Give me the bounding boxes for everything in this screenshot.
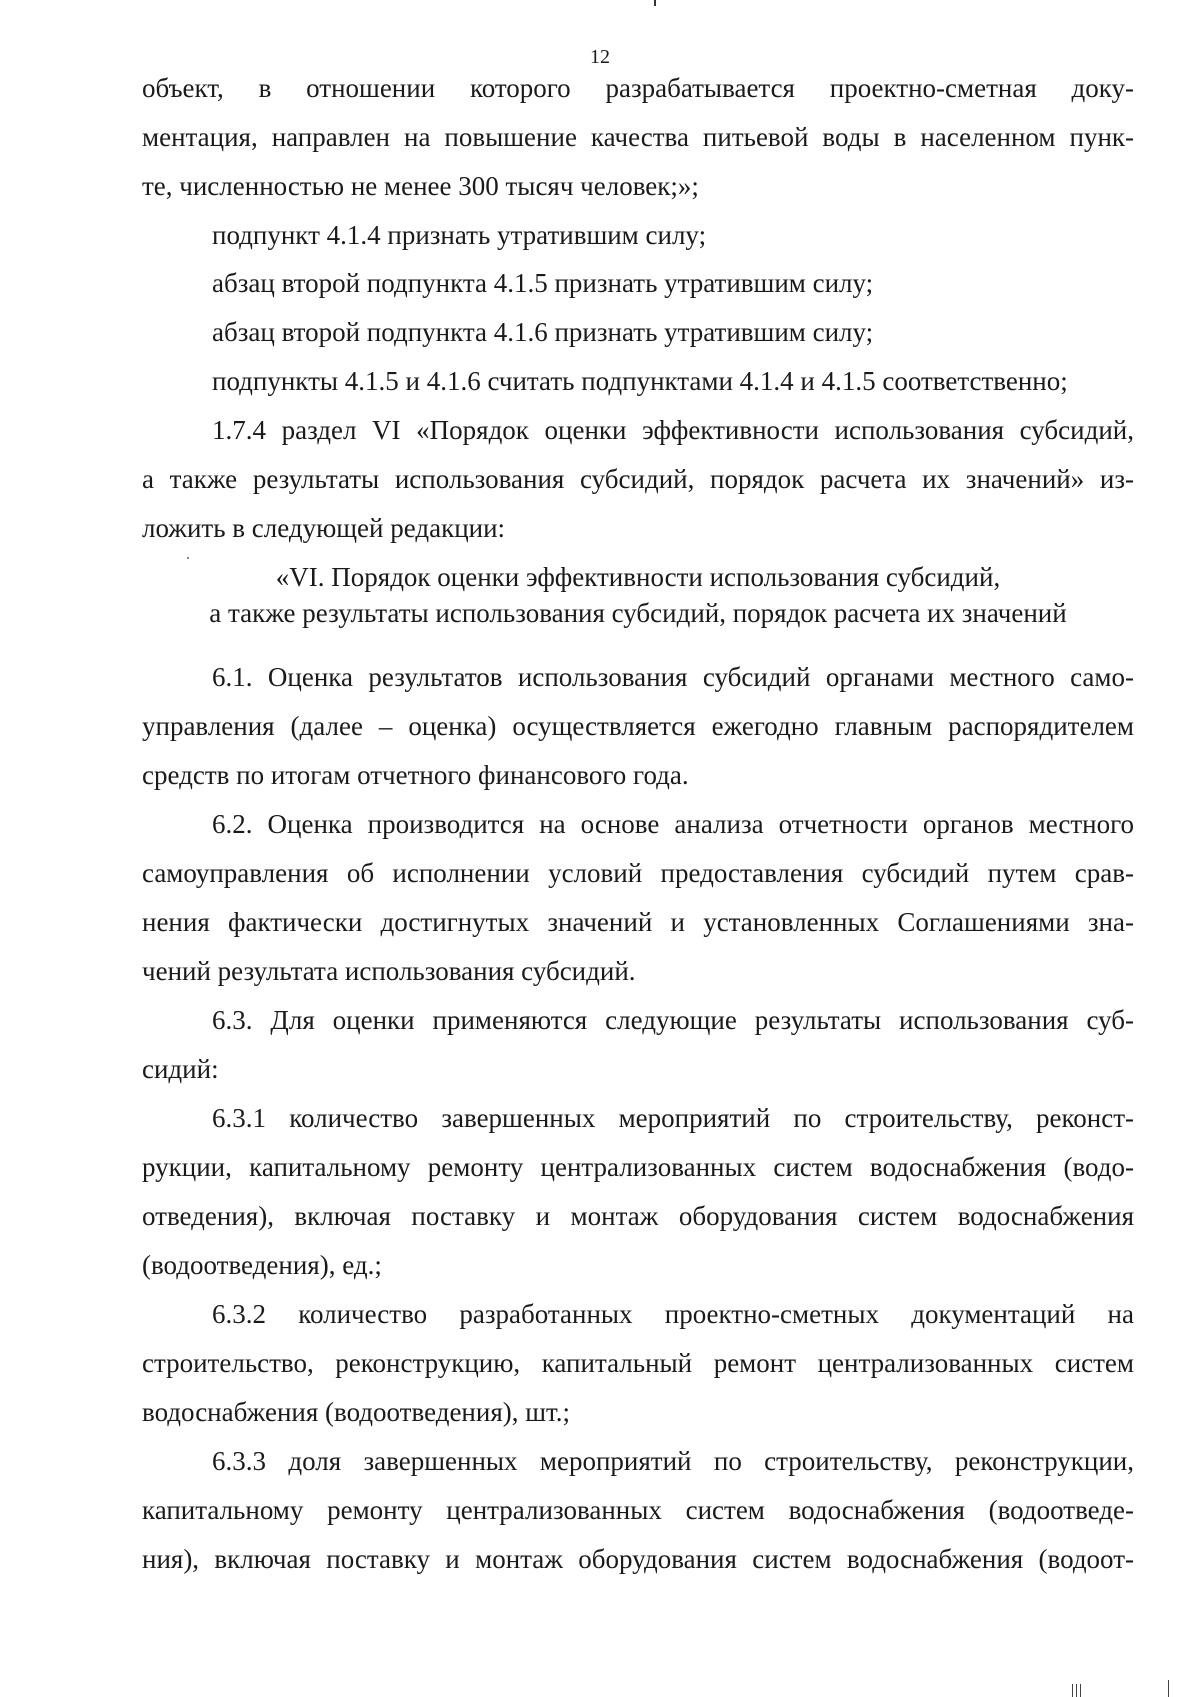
text-line: сидий:: [142, 1054, 219, 1084]
text-line: рукции, капитальному ремонту централизованных систем водоснабжения (водо-: [142, 1152, 1134, 1182]
text-line: 1.7.4 раздел VI «Порядок оценки эффективности использования субсидий,: [212, 415, 1134, 445]
text-line: абзац второй подпункта 4.1.6 признать утратившим силу;: [212, 317, 874, 347]
text-line: самоуправления об исполнении условий предоставления субсидий путем срав-: [142, 858, 1134, 888]
text-line: а также результаты использования субсидий, порядок расчета их значений» из-: [142, 464, 1134, 494]
scan-mark: [1080, 1684, 1081, 1697]
text-line: подпункты 4.1.5 и 4.1.6 считать подпунктами 4.1.4 и 4.1.5 соответственно;: [212, 366, 1068, 396]
text-line: 6.1. Оценка результатов использования субсидий органами местного само-: [212, 662, 1134, 692]
scan-mark: [654, 0, 656, 6]
text-line: абзац второй подпункта 4.1.5 признать утратившим силу;: [212, 268, 874, 298]
text-line: отведения), включая поставку и монтаж оборудования систем водоснабжения: [142, 1201, 1134, 1231]
scan-mark: [1072, 1684, 1073, 1697]
section-heading-line: «VI. Порядок оценки эффективности использования субсидий,: [275, 562, 1001, 592]
text-line: строительство, реконструкцию, капитальный ремонт централизованных систем: [142, 1348, 1134, 1378]
text-line: объект, в отношении которого разрабатывается проектно-сметная доку-: [142, 73, 1134, 103]
text-line: 6.3.2 количество разработанных проектно-сметных документаций на: [212, 1299, 1134, 1329]
text-line: те, численностью не менее 300 тысяч человек;»;: [142, 171, 699, 201]
scan-mark: [1076, 1684, 1077, 1697]
text-line: ложить в следующей редакции:: [142, 513, 506, 543]
text-line: средств по итогам отчетного финансового года.: [142, 760, 689, 790]
text-line: управления (далее – оценка) осуществляется ежегодно главным распорядителем: [142, 711, 1134, 741]
text-line: 6.3. Для оценки применяются следующие результаты использования суб-: [212, 1005, 1134, 1035]
text-line: ния), включая поставку и монтаж оборудования систем водоснабжения (водоот-: [142, 1544, 1134, 1574]
section-heading-line: а также результаты использования субсидий, порядок расчета их значений: [209, 598, 1067, 628]
text-line: 6.2. Оценка производится на основе анализа отчетности органов местного: [212, 809, 1134, 839]
text-line: чений результата использования субсидий.: [142, 956, 636, 986]
page-number: 12: [590, 46, 610, 68]
text-line: 6.3.1 количество завершенных мероприятий по строительству, реконст-: [212, 1103, 1134, 1133]
text-line: (водоотведения), ед.;: [142, 1250, 382, 1280]
text-line: водоснабжения (водоотведения), шт.;: [142, 1397, 571, 1427]
text-line: капитальному ремонту централизованных систем водоснабжения (водоотведе-: [142, 1495, 1134, 1525]
text-line: 6.3.3 доля завершенных мероприятий по строительству, реконструкции,: [212, 1446, 1134, 1476]
text-line: нения фактически достигнутых значений и установленных Соглашениями зна-: [142, 907, 1134, 937]
scan-speck: [187, 557, 189, 559]
scan-mark: [1168, 1680, 1169, 1697]
text-line: подпункт 4.1.4 признать утратившим силу;: [212, 220, 707, 250]
text-line: ментация, направлен на повышение качества питьевой воды в населенном пунк-: [142, 122, 1134, 152]
